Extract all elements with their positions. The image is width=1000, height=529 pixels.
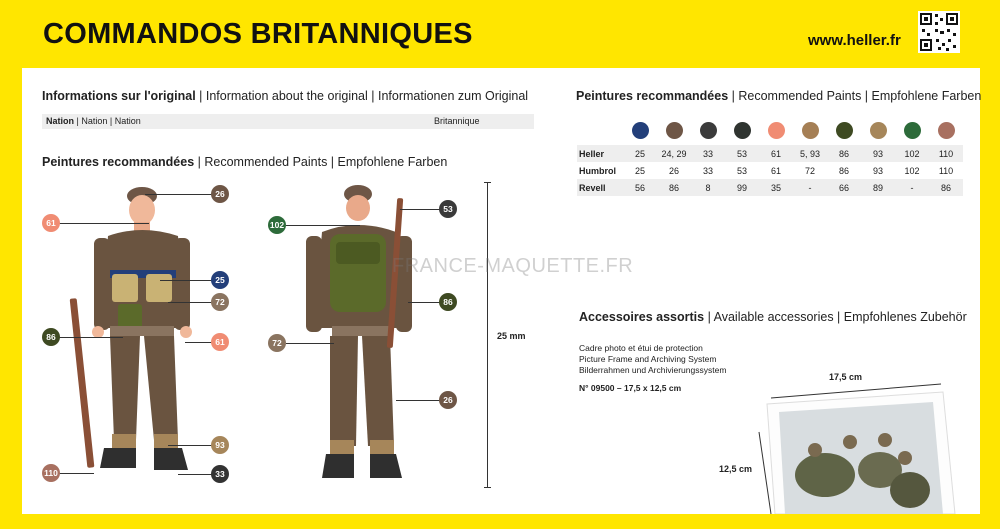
paint-swatch [802,122,819,139]
paint-callout: 53 [439,200,457,218]
height-scale-tick [484,182,491,183]
paint-code: 5, 93 [793,145,827,162]
paint-swatch [870,122,887,139]
paint-brand: Revell [577,179,623,196]
paint-code: 86 [657,179,691,196]
paint-code: 25 [623,145,657,162]
paint-callout: 72 [268,334,286,352]
paint-callout: 61 [211,333,229,351]
paint-callout: 86 [439,293,457,311]
paint-swatch [632,122,649,139]
leader-line [168,445,212,446]
paint-swatch [666,122,683,139]
paint-code: 53 [725,145,759,162]
paint-code: 25 [634,165,645,176]
frame-height-label: 12,5 cm [719,464,753,474]
paint-callout: 33 [211,465,229,483]
leader-line [178,474,212,475]
paint-brand: Heller [577,145,623,162]
paint-table [577,117,963,196]
soldier-front-illustration [60,178,210,490]
paint-code: 61 [770,165,781,176]
paint-swatch [904,122,921,139]
leader-line [145,194,212,195]
paint-code: 110 [929,145,963,162]
paint-swatch [938,122,955,139]
paint-callout: 25 [211,271,229,289]
leader-line [168,302,212,303]
frame-width-label: 17,5 cm [829,372,863,382]
paints-heading-left: Peintures recommandées | Recommended Paints | Empfohlene Farben [42,155,448,169]
paint-callout: 102 [268,216,286,234]
paint-code: 33 [691,145,725,162]
page-title: COMMANDOS BRITANNIQUES [43,18,473,50]
accessory-line: Bilderrahmen und Archivierungssystem [579,365,727,375]
paint-code: 93 [872,165,883,176]
paint-callout: 110 [42,464,60,482]
leader-line [400,209,440,210]
leader-line [59,337,123,338]
leader-line [59,223,149,224]
paint-code: - [793,179,827,196]
watermark: FRANCE-MAQUETTE.FR [392,255,634,277]
info-heading: Informations sur l'original | Information about the original | Informationen zum Original [42,89,529,103]
paint-code: 56 [623,179,657,196]
paint-code: 86 [929,179,963,196]
accessory-line: Picture Frame and Archiving System [579,354,717,364]
paint-code: 102 [895,145,929,162]
swatch-row [577,117,963,145]
paint-code: 86 [827,145,861,162]
accessory-line: Cadre photo et étui de protection [579,343,703,353]
paint-brand: Humbrol [579,165,616,176]
paints-heading-right: Peintures recommandées | Recommended Paints | Empfohlene Farben [576,89,982,103]
accessory-reference: N° 09500 – 17,5 x 12,5 cm [579,383,682,393]
paint-code: 89 [861,179,895,196]
leader-line [185,342,212,343]
leader-line [396,400,440,401]
height-scale-line [487,182,488,488]
paint-code: 26 [668,165,679,176]
paint-code: 102 [904,165,920,176]
paint-row [577,145,963,162]
paint-swatch [734,122,751,139]
paint-callout: 86 [42,328,60,346]
leader-line [286,343,334,344]
height-label: 25 mm [497,331,526,341]
paint-row [577,179,963,196]
leader-line [286,225,360,226]
paint-code: 61 [759,145,793,162]
paint-code: 53 [736,165,747,176]
paint-callout: 93 [211,436,229,454]
paint-code: 24, 29 [657,145,691,162]
paint-code: 110 [938,165,954,176]
paint-code: - [895,179,929,196]
paint-swatch [836,122,853,139]
paint-callout: 26 [439,391,457,409]
nation-value: Britannique [434,116,480,126]
leader-line [408,302,440,303]
paint-row [577,162,963,179]
paint-code: 33 [702,165,713,176]
paint-callout: 72 [211,293,229,311]
paint-callout: 26 [211,185,229,203]
height-scale-tick [484,487,491,488]
paint-code: 66 [827,179,861,196]
paint-code: 8 [691,179,725,196]
paint-callout: 61 [42,214,60,232]
paint-code: 93 [861,145,895,162]
paint-code: 72 [804,165,815,176]
leader-line [59,473,94,474]
qr-code [918,11,960,53]
paint-code: 35 [759,179,793,196]
leader-line [160,280,212,281]
paint-code: 86 [838,165,849,176]
website-link[interactable]: www.heller.fr [808,32,901,49]
paint-swatch [700,122,717,139]
photo-frame-illustration [745,380,980,514]
accessories-text [579,343,726,394]
paint-swatch [768,122,785,139]
paint-code: 99 [725,179,759,196]
nation-row: Nation | Nation | Nation Britannique [42,114,534,129]
accessories-heading: Accessoires assortis | Available accessories | Empfohlenes Zubehör [579,310,967,324]
